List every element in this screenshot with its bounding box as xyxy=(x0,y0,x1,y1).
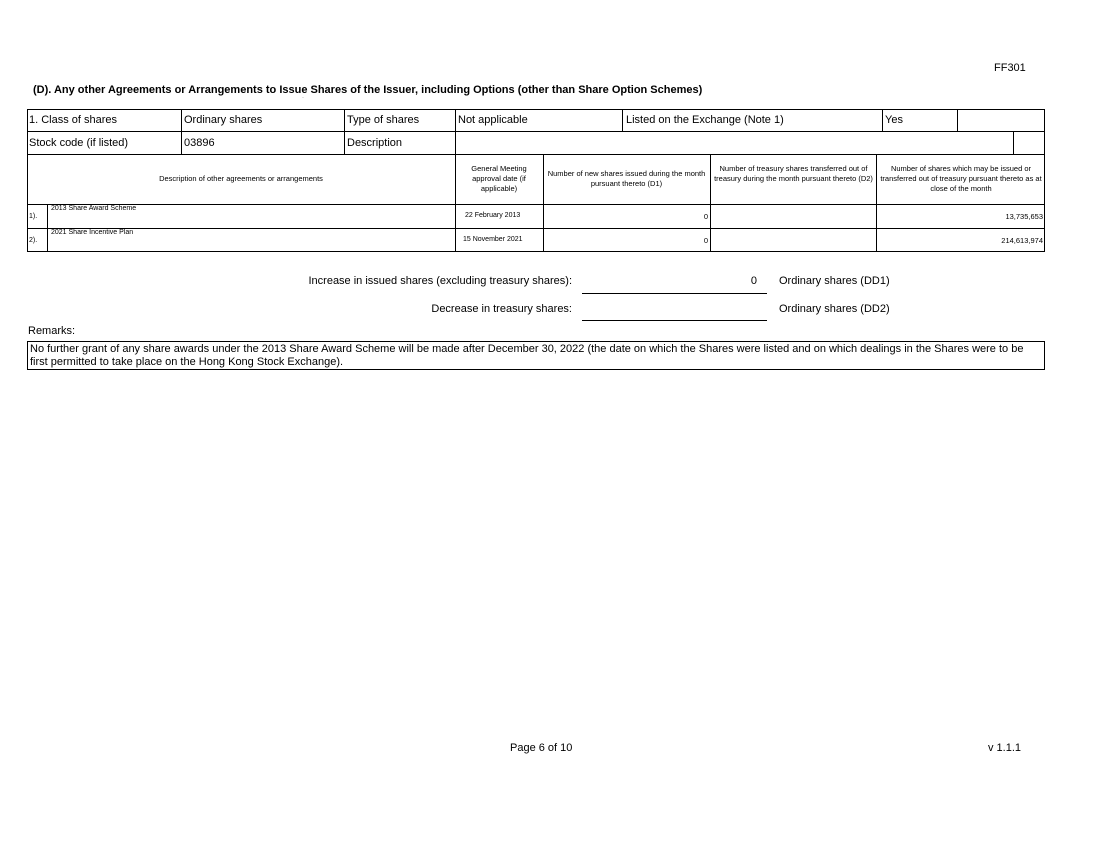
version-label: v 1.1.1 xyxy=(988,742,1022,754)
row-divider xyxy=(27,204,1045,205)
column-header-d2: Number of treasury shares transferred out of treasury during the month pursuant thereto (D2) xyxy=(714,164,873,183)
row-remaining-value: 13,735,653 xyxy=(1005,212,1043,221)
col-divider xyxy=(1013,131,1014,155)
class-of-shares-label: 1. Class of shares xyxy=(29,114,118,126)
row-divider xyxy=(27,131,1045,132)
increase-label: Increase in issued shares (excluding treasury shares): xyxy=(308,275,572,287)
col-divider xyxy=(622,109,623,131)
section-title: (D). Any other Agreements or Arrangements to Issue Shares of the Issuer, including Options (other than Share Option Schemes) xyxy=(33,84,703,96)
col-divider xyxy=(344,109,345,155)
class-of-shares-value: Ordinary shares xyxy=(184,114,263,126)
col-divider xyxy=(882,109,883,131)
row-d1-value: 0 xyxy=(703,212,708,221)
col-divider xyxy=(455,155,456,252)
decrease-unit: Ordinary shares (DD2) xyxy=(779,303,890,315)
decrease-label: Decrease in treasury shares: xyxy=(431,303,572,315)
increase-underline xyxy=(582,293,767,294)
row-approval-date: 22 February 2013 xyxy=(465,212,521,219)
row-index: 1). xyxy=(29,213,38,220)
increase-value: 0 xyxy=(750,275,757,287)
col-divider xyxy=(543,155,544,252)
column-header-approval-date: General Meeting approval date (if applicable) xyxy=(471,164,527,193)
description-label: Description xyxy=(347,137,403,149)
column-header-d1: Number of new shares issued during the month pursuant thereto (D1) xyxy=(547,169,706,188)
stock-code-value: 03896 xyxy=(184,137,215,149)
row-d1-value: 0 xyxy=(703,236,708,245)
row-remaining-value: 214,613,974 xyxy=(1001,236,1043,245)
stray-mark: · xyxy=(302,95,304,101)
col-divider xyxy=(181,109,182,155)
increase-unit: Ordinary shares (DD1) xyxy=(779,275,890,287)
remarks-label: Remarks: xyxy=(28,325,76,337)
col-divider xyxy=(455,109,456,155)
row-description: 2021 Share Incentive Plan xyxy=(51,229,134,236)
row-approval-date: 15 November 2021 xyxy=(463,236,523,243)
col-divider xyxy=(47,204,48,252)
col-divider xyxy=(957,109,958,131)
listed-on-exchange-value: Yes xyxy=(885,114,903,126)
listed-on-exchange-label: Listed on the Exchange (Note 1) xyxy=(626,114,784,126)
row-divider xyxy=(27,228,1045,229)
remarks-text: No further grant of any share awards under the 2013 Share Award Scheme will be made after December 30, 2022 (the date on which the Shares were listed and on which dealings in the Shares were to be first permitted to take place on the Hong Kong Stock Exchange). xyxy=(27,341,1045,370)
col-divider xyxy=(710,155,711,252)
page-number: Page 6 of 10 xyxy=(510,742,573,754)
row-description: 2013 Share Award Scheme xyxy=(51,205,137,212)
column-header-description: Description of other agreements or arrangements xyxy=(159,174,323,183)
type-of-shares-label: Type of shares xyxy=(347,114,420,126)
decrease-underline xyxy=(582,320,767,321)
col-divider xyxy=(876,155,877,252)
form-code: FF301 xyxy=(994,62,1026,74)
stock-code-label: Stock code (if listed) xyxy=(29,137,129,149)
column-header-remaining: Number of shares which may be issued or transferred out of treasury pursuant thereto as at close of the month xyxy=(880,164,1042,193)
type-of-shares-value: Not applicable xyxy=(458,114,528,126)
row-index: 2). xyxy=(29,237,38,244)
